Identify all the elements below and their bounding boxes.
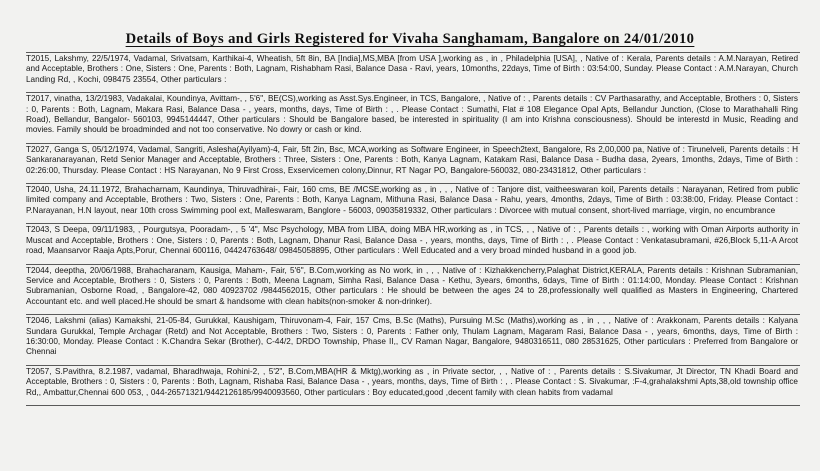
record-text: T2017, vinatha, 13/2/1983, Vadakalai, Koundinya, Avittam-, , 5'6", BE(CS),working as Asst.Sys.Engineer, in TCS, Bangalore, , Native of : , Parents details : CV Parthasarathy, and Acceptable, Brothers : 0, Sisters : 0, Parents : Both, Lagnam, Makara Rasi, Balance Dasa - , years, months, days, Time of Birth : , . Please Contact : Sumathi, Flat # 108 Elegance Opal Apts, Bellandur Junction, (Close to Marathahalli Ring Road), Bellandur, Bangalor- 560103, 9945144447, Other particulars : Should be Bangalore based, be interested in spirituality (I am into Krishna consciousness). Should be interestd in Music, Reading and movies. Family should be broadminded and not too conservative. No dowry or cash or kind.: [26, 94, 798, 135]
record-entry: [26, 264, 800, 308]
record-entry: [26, 92, 800, 136]
record-entry: [26, 183, 800, 216]
record-text: T2015, Lakshmy, 22/5/1974, Vadamal, Srivatsam, Karthikai-4, Wheatish, 5ft 8in, BA [India],MS,MBA [from USA ],working as , in , Philadelphia [USA], , Native of : Kerala, Parents details : A.M.Narayan, Retired and Acceptable, Brothers : One, Sisters : One, Parents : Both, Lagnam, Rishabham Rasi, Balance Dasa - Ravi, years, 10months, 22days, Time of Birth : 03:54:00, Sunday. Please Contact : A.M.Narayan, Church Landing Rd, , Kochi, 098475 23554, Other particulars :: [26, 54, 798, 84]
record-text: T2040, Usha, 24.11.1972, Brahacharnam, Kaundinya, Thiruvadhirai-, Fair, 160 cms, BE /MCSE,working as , in , , , Native of : Tanjore dist, vaitheeswaran koil, Parents details : Narayanan, Retired from public limited company and Acceptable, Brothers : Two, Sisters : One, Parents : Both, Kanya Lagnam, Mithuna Rasi, Balance Dasa - Rahu, years, 4months, 2days, Time of Birth : 03:38:00, Friday. Please Contact : P.Narayanan, H.N layout, near 10th cross Swimming pool ext, Malleswaram, Banglore - 56003, 09035819332, Other particulars : Divorcee with mutual consent, short-lived marriage, virgin, no encumbrance: [26, 185, 798, 215]
record-entry: [26, 143, 800, 176]
record-entry: [26, 223, 800, 256]
bottom-divider: [26, 405, 800, 406]
record-text: T2043, S Deepa, 09/11/1983, , Pourgutsya, Pooradam-, , 5 '4", Msc Psychology, MBA from LIBA, doing MBA HR,working as , in TCS, , , Native of : , Parents details : , working with Oman Airports authority in Muscat and Acceptable, Brothers : One, Sisters : 0, Parents : Both, Lagnam, Dhanur Rasi, Balance Dasa - , years, months, days, Time of Birth : , . Please Contact : Venkatasubramani, #26,Block 5,11-A Arcot road, Maansarvor Raaja Apts,Porur, Chennai 600116, 04424763648/ 09845058895, Other particulars : Well Educated and a very broad minded husband in a good job.: [26, 225, 798, 256]
page-title: Details of Boys and Girls Registered for Vivaha Sanghamam, Bangalore on 24/01/2010: [125, 31, 695, 47]
records-list: [26, 52, 800, 406]
record-entry: [26, 314, 800, 358]
record-text: T2046, Lakshmi (alias) Kamakshi, 21-05-84, Gurukkal, Kaushigam, Thiruvonam-4, Fair, 157 Cms, B.Sc (Maths), Pursuing M.Sc (Maths),working as , in , , , Native of : Arakkonam, Parents details : Kalyana Sundara Gurukkal, Temple Archagar (Retd) and Not Acceptable, Brothers : Two, Sisters : 0, Parents : Father only, Thulam Lagnam, Magaram Rasi, Balance Dasa - , years, 6months, days, Time of Birth : 16:30:00, Monday. Please Contact : K.Chandra Sekar (Brother), C-44/2, DRDO Township, Phase II,, CV Raman Nagar, Bangalore, 9480316511, 080 28531625, Other particulars : Preferred from Bangalore or Chennai: [26, 316, 798, 357]
record-entry: [26, 52, 800, 85]
record-text: T2044, deeptha, 20/06/1988, Brahacharanam, Kausiga, Maham-, Fair, 5'6", B.Com,working as No work, in , , , Native of : Kizhakkencherry,Palaghat District,KERALA, Parents details : Krishnan Subramanian, Service and Acceptable, Brothers : 0, Sisters : 0, Parents : Both, Meena Lagnam, Simha Rasi, Balance Dasa - Kethu, 3years, 6months, 6days, Time of Birth : 01:14:00, Monday. Please Contact : Krishnan Subramanian, Osborne Road, , Bangalore-42, 080 40923702 /9844562015, Other particulars : He should be between the ages 24 to 28,professionally well qualified as Masters in Engineering, Chartered Accountant etc. and well placed.He should be smart & handsome with clean habits(non-smoker & non-drinker).: [26, 265, 798, 306]
record-text: T2027, Ganga S, 05/12/1974, Vadamal, Sangriti, Aslesha(Ayilyam)-4, Fair, 5ft 2in, Bsc, MCA,working as Software Engineer, in Speech2text, Bangalore, Rs 2,00,000 pa, Native of : Tirunelveli, Parents details : H Sankaranarayanan, Retd Senior Manager and Acceptable, Brothers : Three, Sisters : One, Parents : Both, Kanya Lagnam, Katakam Rasi, Balance Dasa - Budha dasa, 2years, 1months, 2days, Time of Birth : 02:26:00, Thursday. Please Contact : HS Narayanan, No 9 First Cross, Exservicemen colony,Dinnur, RT Nagar PO, Bangalore-560032, 080-23431812, Other particulars :: [26, 144, 798, 175]
record-text: T2057, S.Pavithra, 8.2.1987, vadamal, Bharadhwaja, Rohini-2, , 5'2", B.Com,MBA(HR & Mktg),working as , in Private sector, , , Native of : , Parents details : S.Sivakumar, Jt Director, TN Khadi Board and Acceptable, Brothers : 0, Sisters : 0, Parents : Both, Lagnam, Rishaba Rasi, Balance Dasa - , years, months, days, Time of Birth : , . Please Contact : S. Sivakumar, :F-4,grahalakshmi Apts,38,old township office Rd,, Ambattur,Chennai 600 053, , 044-26571321/9442126185/9940093560, Other particulars : Boy educated,good ,decent family with clean habits from vadamal: [26, 366, 798, 397]
record-entry: [26, 365, 800, 398]
